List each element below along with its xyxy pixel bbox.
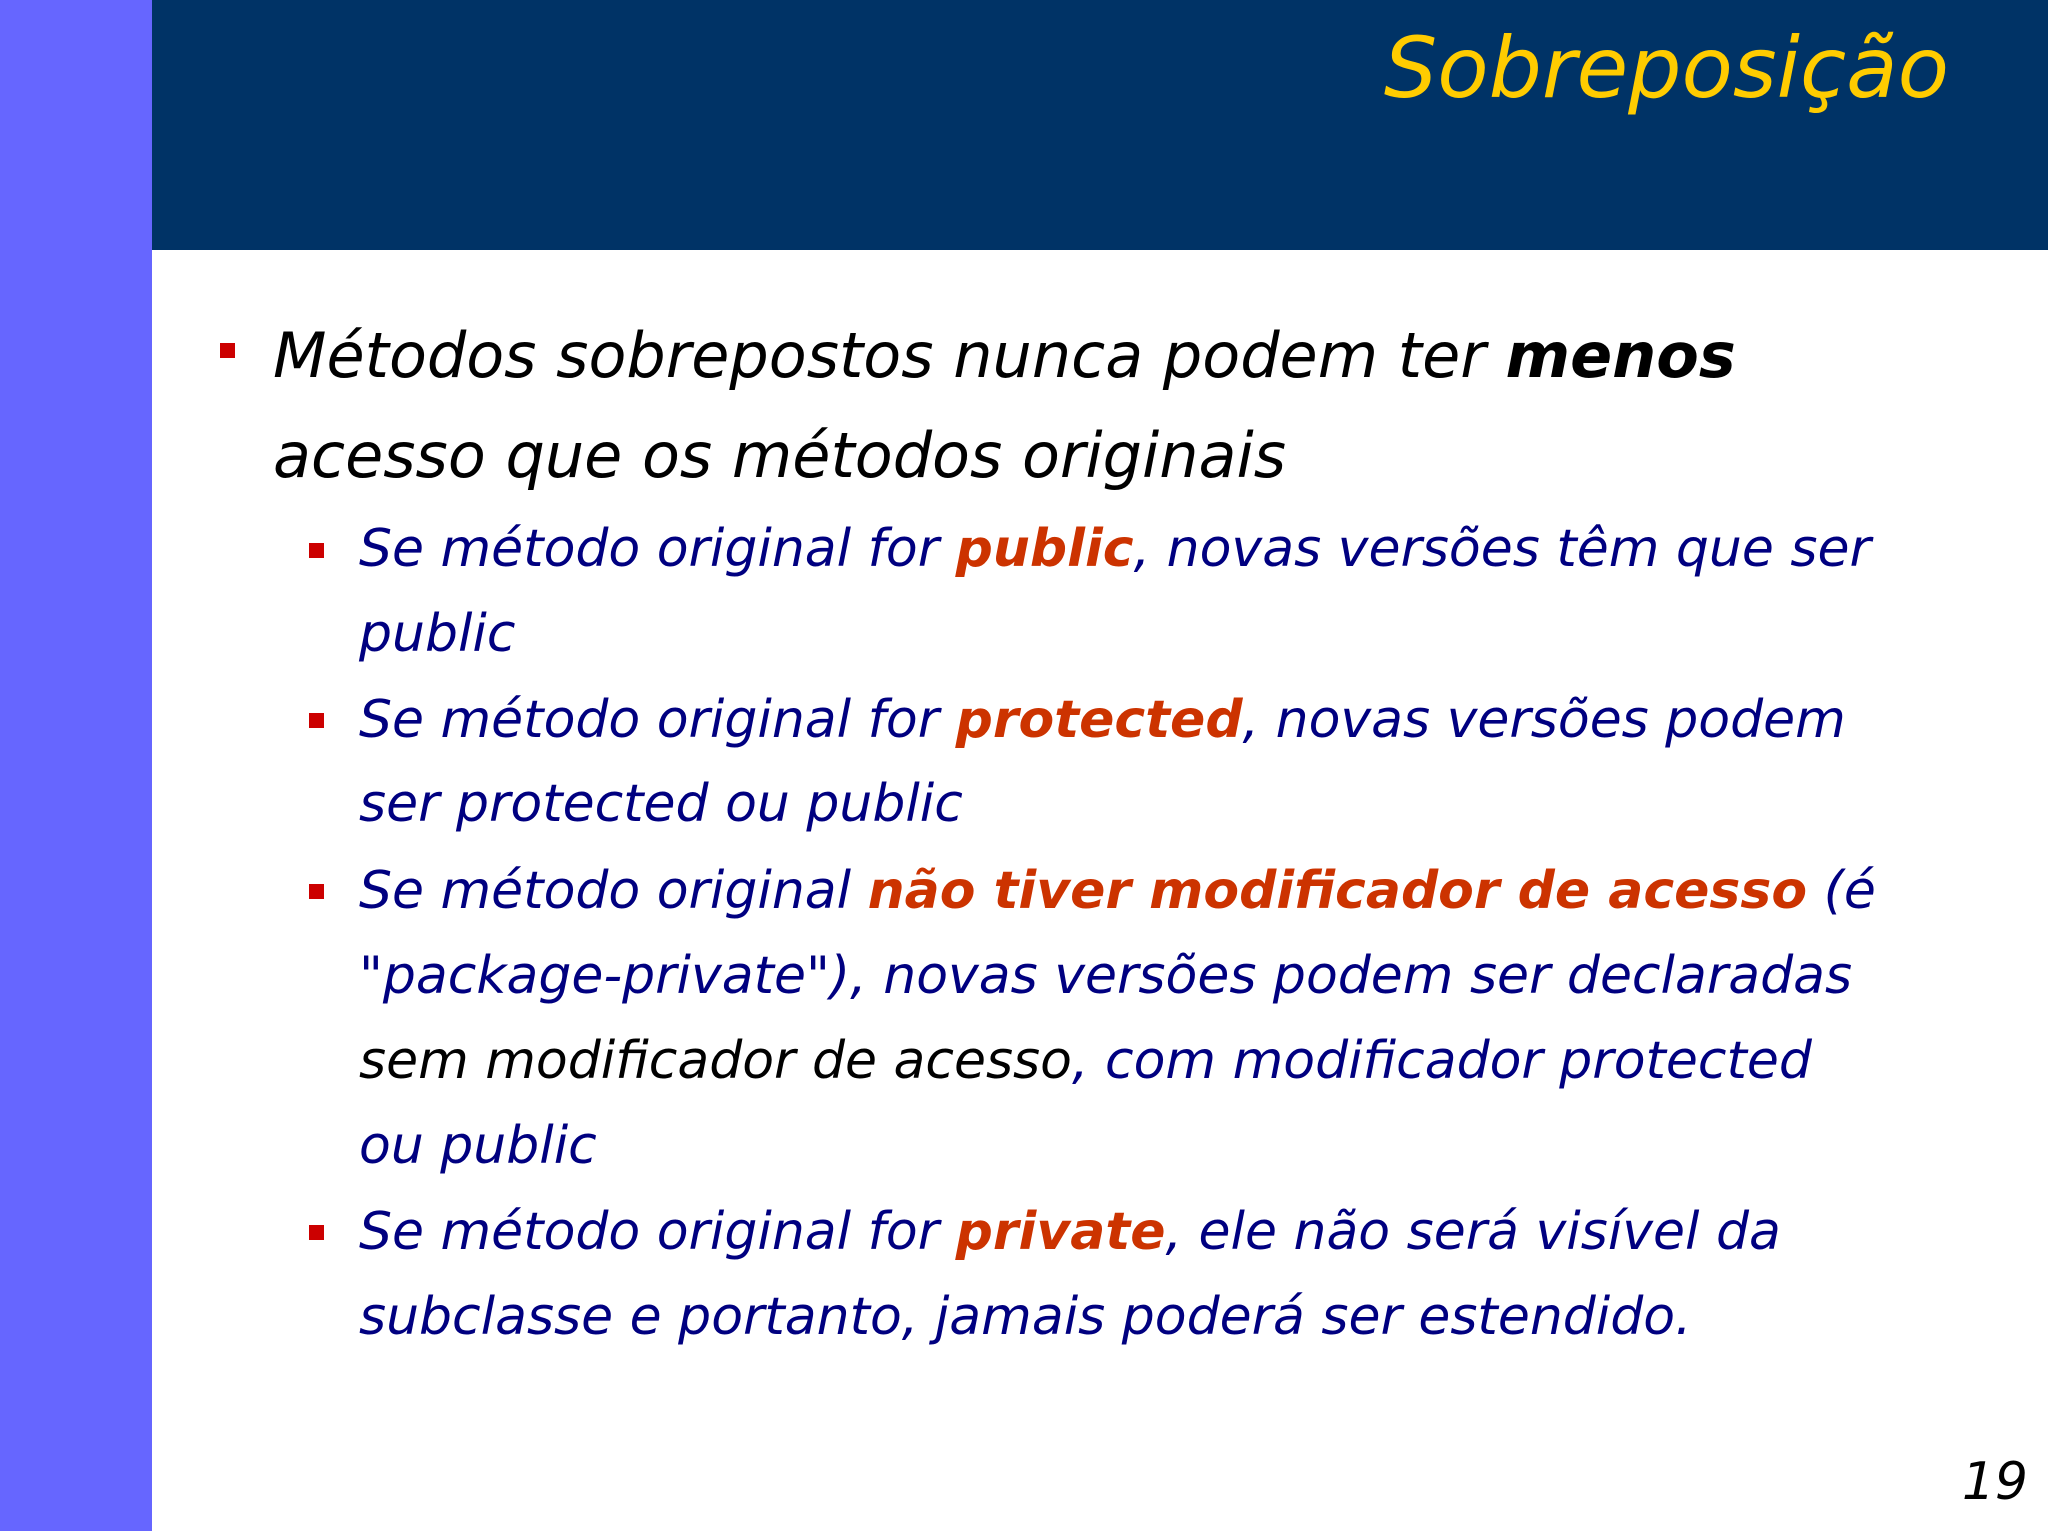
no-modifier-phrase: sem modificador de acesso: [359, 1031, 1072, 1091]
main-bullet-line-2: acesso que os métodos originais: [273, 419, 1287, 492]
sub-bullet-text: , novas versões têm que ser: [1133, 519, 1871, 579]
sub-bullet-text: Se método original for: [359, 1202, 956, 1262]
sub-bullet-no-modifier-line-3: [359, 1030, 1812, 1092]
sub-bullet-text: Se método original for: [359, 690, 956, 750]
keyword-private: private: [955, 1202, 1166, 1262]
sub-bullet-text: , com modificador protected: [1071, 1031, 1812, 1091]
sub-bullet-marker-protected: [309, 713, 324, 728]
main-bullet-text: Métodos sobrepostos nunca podem ter: [273, 319, 1506, 392]
slide-title: Sobreposição: [1383, 19, 1949, 117]
sub-bullet-no-modifier-line-2: "package-private"), novas versões podem ser declaradas: [359, 946, 1853, 1006]
sub-bullet-text: , novas versões podem: [1242, 690, 1846, 750]
sub-bullet-text: , ele não será visível da: [1165, 1202, 1781, 1262]
sub-bullet-text: Se método original: [359, 861, 868, 921]
sub-bullet-private-line-1: [359, 1201, 1781, 1263]
page-number: 19: [1961, 1452, 2028, 1512]
sub-bullet-public-line-2: public: [359, 604, 516, 664]
main-bullet-marker: [220, 343, 235, 358]
sub-bullet-no-modifier-line-1: [359, 860, 1876, 922]
sub-bullet-no-modifier-line-4: ou public: [359, 1116, 597, 1176]
sub-bullet-protected-line-2: ser protected ou public: [359, 774, 963, 834]
main-bullet-emphasis: menos: [1505, 319, 1736, 392]
sub-bullet-protected-line-1: [359, 689, 1846, 751]
main-bullet-line-1: [273, 320, 1736, 392]
keyword-protected: protected: [955, 690, 1243, 750]
sub-bullet-marker-public: [309, 543, 324, 558]
keyword-public: public: [955, 519, 1134, 579]
sub-bullet-text: (é: [1807, 861, 1876, 921]
keyword-no-modifier: não tiver modificador de acesso: [867, 861, 1808, 921]
sub-bullet-private-line-2: subclasse e portanto, jamais poderá ser estendido.: [359, 1287, 1692, 1347]
sub-bullet-public-line-1: [359, 518, 1871, 580]
sub-bullet-text: Se método original for: [359, 519, 956, 579]
sub-bullet-marker-private: [309, 1225, 324, 1240]
sub-bullet-marker-no-modifier: [309, 884, 324, 899]
